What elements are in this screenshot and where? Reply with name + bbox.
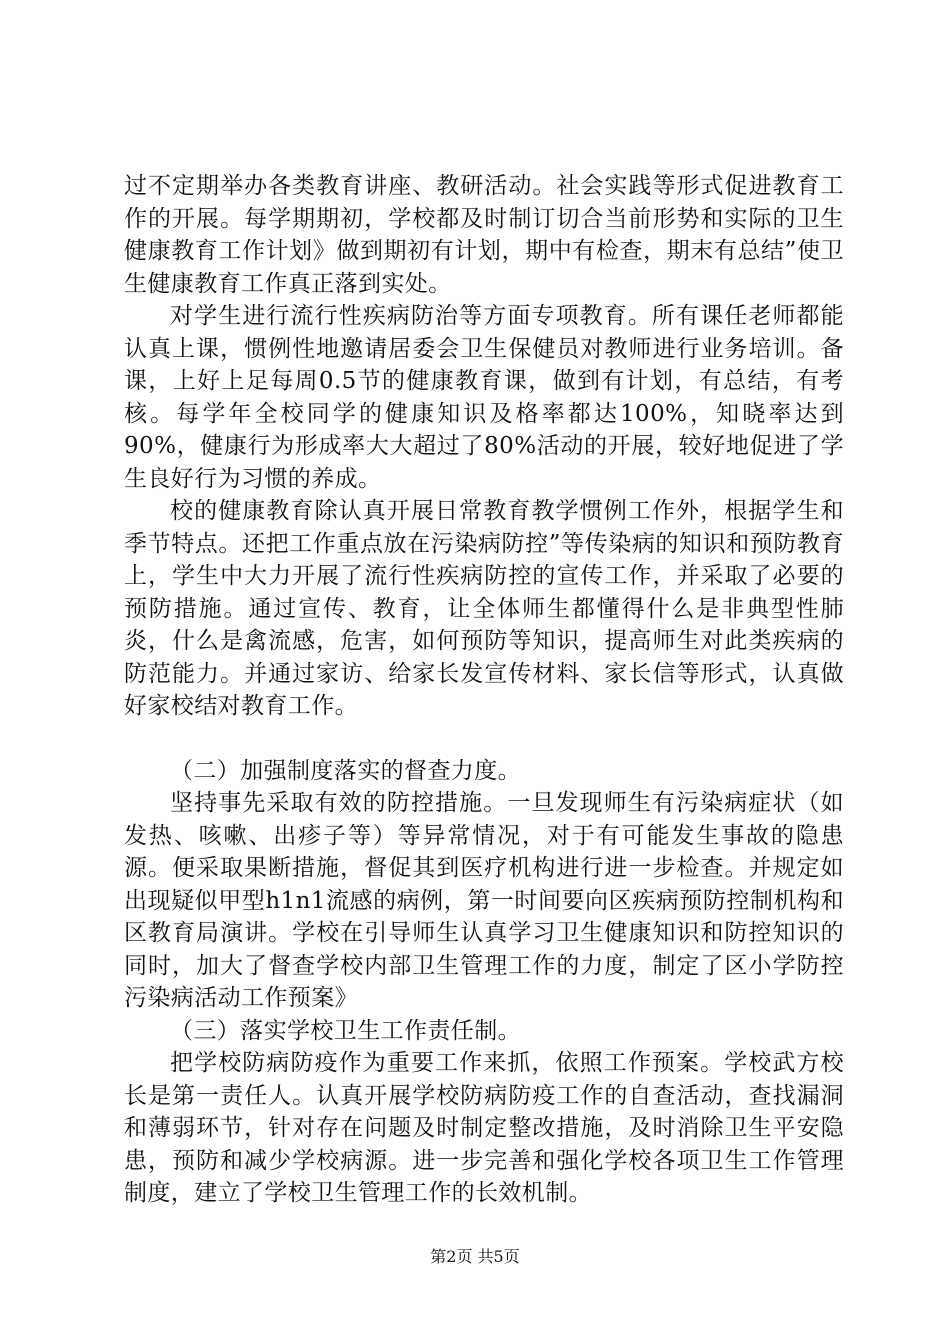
paragraph-disease-prevention: 校的健康教育除认真开展日常教育教学惯例工作外，根据学生和季节特点。还把工作重点放在污染病防控”等传染病的知识和预防教育上，学生中大力开展了流行性疾病防控的宣传工作，并采取了必要的预防措施。通过宣传、教育，让全体师生都懂得什么是非典型性肺炎，什么是禽流感，危害，如何预防等知识，提高师生对此类疾病的防范能力。并通过家访、给家长发宣传材料、家长信等形式，认真做好家校结对教育工作。	[124, 498, 844, 719]
document-body	[124, 170, 844, 1210]
page-footer	[0, 1244, 950, 1267]
paragraph-continuation: 过不定期举办各类教育讲座、教研活动。社会实践等形式促进教育工作的开展。每学期期初，学校都及时制订切合当前形势和实际的卫生健康教育工作计划》做到期初有计划，期中有检查，期末有总结”使卫生健康教育工作真正落到实处。	[124, 173, 844, 297]
paragraph-spacer	[124, 723, 844, 755]
section-heading-2: （二）加强制度落实的督查力度。	[170, 757, 521, 784]
paragraph-responsibility: 把学校防病防疫作为重要工作来抓，依照工作预案。学校武方校长是第一责任人。认真开展学校防病防疫工作的自查活动，查找漏洞和薄弱环节，针对存在问题及时制定整改措施，及时消除卫生平安隐患，预防和减少学校病源。进一步完善和强化学校各项卫生工作管理制度，建立了学校卫生管理工作的长效机制。	[124, 1050, 844, 1206]
section-heading-3: （三）落实学校卫生工作责任制。	[170, 1017, 521, 1044]
paragraph-health-education: 对学生进行流行性疾病防治等方面专项教育。所有课任老师都能认真上课，惯例性地邀请居委会卫生保健员对教师进行业务培训。备课，上好上足每周0.5节的健康教育课，做到有计划，有总结，有考核。每学年全校同学的健康知识及格率都达100%，知晓率达到90%，健康行为形成率大大超过了80%活动的开展，较好地促进了学生良好行为习惯的养成。	[124, 303, 844, 492]
page-number-label: 第2页 共5页	[430, 1247, 520, 1266]
paragraph-supervision: 坚持事先采取有效的防控措施。一旦发现师生有污染病症状（如发热、咳嗽、出疹子等）等异常情况，对于有可能发生事故的隐患源。便采取果断措施，督促其到医疗机构进行进一步检查。并规定如出现疑似甲型h1n1流感的病例，第一时间要向区疾病预防控制机构和区教育局演讲。学校在引导师生认真学习卫生健康知识和防控知识的同时，加大了督查学校内部卫生管理工作的力度，制定了区小学防控污染病活动工作预案》	[124, 790, 844, 1011]
